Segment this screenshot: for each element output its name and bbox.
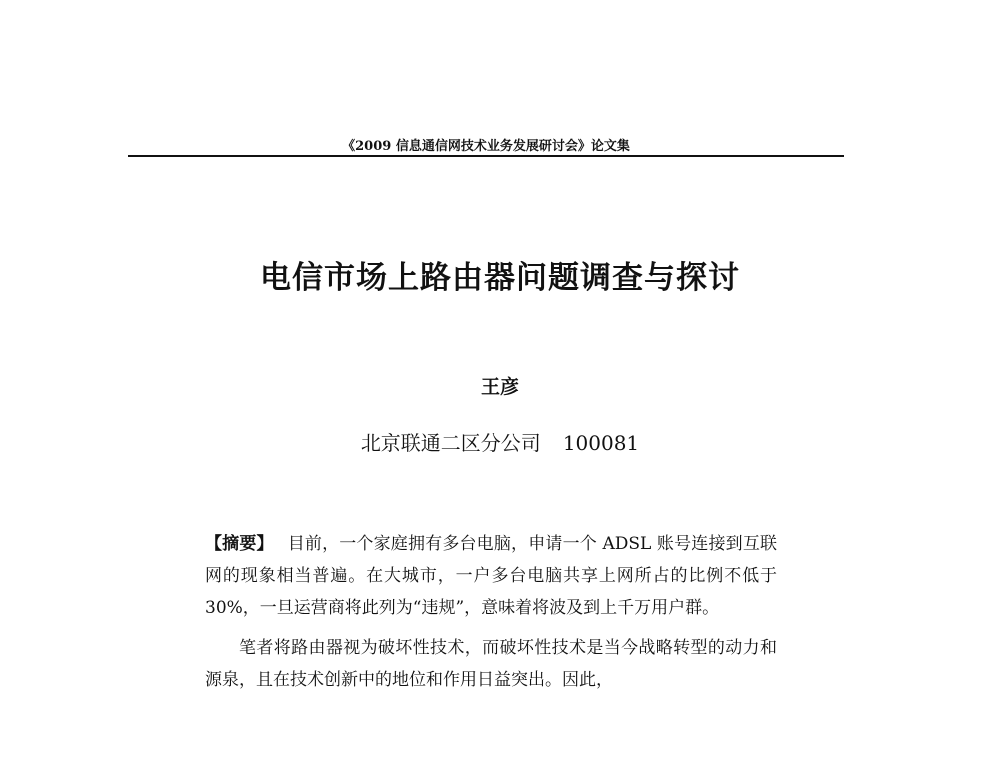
header-rule [128, 155, 844, 157]
abstract-label: 【摘要】 [205, 534, 274, 554]
running-header: 《2009 信息通信网技术业务发展研讨会》论文集 [342, 139, 630, 154]
abstract [205, 528, 777, 696]
author-name: 王彦 [480, 376, 519, 398]
abstract-text-1: 目前，一个家庭拥有多台电脑，申请一个 ADSL 账号连接到互联网的现象相当普遍。在大城市，一户多台电脑共享上网所占的比例不低于 30%，一旦运营商将此列为“违规”，意味着将波及到上千万用户群。 [205, 534, 777, 618]
affiliation-line [0, 427, 1000, 456]
abstract-paragraph-1 [205, 528, 777, 624]
abstract-paragraph-2: 笔者将路由器视为破坏性技术，而破坏性技术是当今战略转型的动力和源泉，且在技术创新中的地位和作用日益突出。因此， [205, 638, 777, 690]
affiliation-name: 北京联通二区分公司 [360, 431, 541, 455]
paper-title: 电信市场上路由器问题调查与探讨 [260, 260, 740, 296]
postcode: 100081 [562, 431, 640, 455]
